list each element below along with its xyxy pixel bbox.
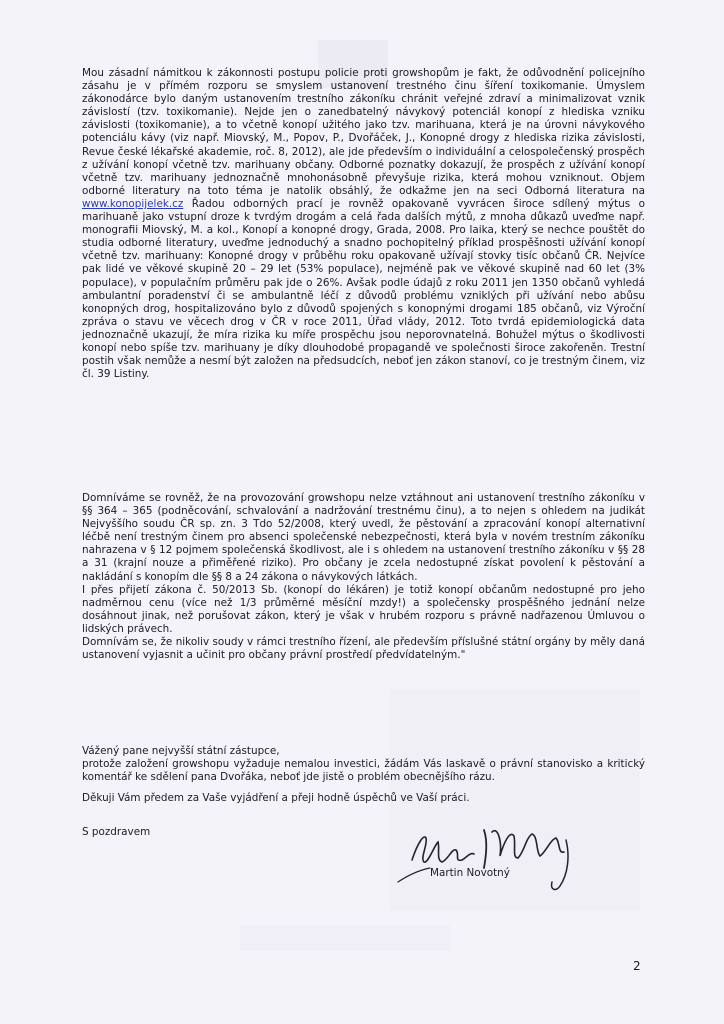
paragraph-text: Domníváme se rovněž, že na provozování growshopu nelze vztáhnout ani ustanovení trestního zákoníku v §§ 364 – 365 (podněcování, schvalování a nadržování trestnému činu), a to nejen s ohledem na judikát Nejvyššího soudu ČR sp. zn. 3 Tdo 52/2008, který uvedl, že pěstování a zpracování konopí alternativní léčbě není trestným činem pro absenci společenské nebezpečnosti, která byla v novém trestním zákoníku nahrazena v § 12 pojmem společenská škodlivost, ale i s ohledem na ustanovení trestního zákoníku v §§ 28 a 31 (krajní nouze a přiměřené riziko). Pro občany je zcela nedostupné získat povolení k pěstování a nakládání s konopím dle §§ 8 a 24 zákona o návykových látkách.	[82, 492, 645, 583]
signature-drawing	[390, 812, 590, 894]
handwritten-signature	[390, 812, 590, 894]
request-text: protože založení growshopu vyžaduje nemalou investici, žádám Vás laskavě o právní stanovisko a kritický komentář ke sdělení pana Dvořáka, neboť jde jistě o problém obecnějšího rázu.	[82, 758, 645, 784]
show-through-footer	[240, 925, 450, 951]
paragraph-text: Domnívám se, že nikoliv soudy v rámci trestního řízení, ale především příslušné státní orgány by měly daná ustanovení vyjasnit a učinit pro občany právní prostředí předvídatelným."	[82, 636, 645, 662]
paragraph-growshop-objection	[82, 67, 645, 381]
konopijelek-link[interactable]: www.konopijelek.cz	[82, 197, 184, 210]
salutation-block	[82, 745, 645, 784]
paragraph-text: I přes přijetí zákona č. 50/2013 Sb. (konopí do lékáren) je totiž konopí občanům nedostupné pro jeho nadměrnou cenu (více než 1/3 průměrné měsíční mzdy!) a společensky prospěšného jednání nelze dosáhnout jinak, než porušovat zákon, který je však v hrubém rozporu s právně nadřazenou Úmluvou o lidských právech.	[82, 583, 645, 635]
paragraph-text: Řadou odborných prací je rovněž opakovaně vyvrácen široce sdílený mýtus o marihuaně jako vstupní droze k tvrdým drogám a celá řada dalších mýtů, z mnoha důkazů uveďme např. monografii Miovský, M. a kol., Konopí a konopné drogy, Grada, 2008. Pro laika, který se nechce pouštět do studia odborné literatury, uveďme jednoduchý a snadno pochopitelný příklad prospěšnosti užívání konopí včetně tzv. marihuany: Konopné drogy v průběhu roku opakovaně užívají stovky tisíc občanů ČR. Nejvíce pak lidé ve věkové skupině 20 – 29 let (53% populace), nejméně pak ve věkové skupině nad 60 let (3% populace), v populačním průměru pak jde o 26%. Avšak podle údajů z roku 2011 jen 1350 občanů vyhledá ambulantní poradenství či se ambulantně léčí z důvodů problému vzniklých při užívání nebo abůsu konopných drog, hospitalizováno bylo z důvodů spojených s konopnými drogami 185 občanů, viz Výroční zpráva o stavu ve věcech drog v ČR v roce 2011, Úřad vlády, 2012. Toto tvrdá epidemiologická data jednoznačně ukazují, že míra rizika ku míře prospěchu jsou neporovnatelná. Bohužel mýtus o škodlivosti konopí nebo spíše tzv. marihuany je díky dlouhodobé propagandě ve společnosti široce zakořeněn. Trestní postih však nemůže a nesmí být založen na předsudcích, neboť jen zákon stanoví, co je trestným činem, viz čl. 39 Listiny.	[82, 197, 645, 381]
paragraph-text: Mou zásadní námitkou k zákonnosti postupu policie proti growshopům je fakt, že odůvodnění policejního zásahu je v přímém rozporu se smyslem ustanovení trestného činu šíření toxikomanie. Úmyslem zákonodárce bylo daným ustanovením trestního zákoníku chránit veřejné zdraví a minimalizovat vznik závislostí (tzv. toxikomanie). Nejde jen o zanedbatelný návykový potenciál konopí z hlediska vzniku závislosti (toxikomanie), a to včetně konopí užitého jako tzv. marihuana, která je na úrovni návykového potenciálu kávy (viz např. Miovský, M., Popov, P., Dvořáček, J., Konopné drogy z hlediska rizika závislosti, Revue české lékařské akademie, roč. 8, 2012), ale jde především o individuální a celospolečenský prospěch z užívání konopí včetně tzv. marihuany občany. Odborné poznatky dokazují, že prospěch z užívání konopí včetně tzv. marihuany jednoznačně mnohonásobně převyšuje rizika, která mohou vzniknout. Objem odborné literatury na toto téma je natolik obsáhlý, že odkažme jen na seci Odborná literatura na	[82, 67, 645, 197]
paragraph-legal-argument	[82, 492, 645, 662]
thanks-text: Děkuji Vám předem za Vaše vyjádření a přeji hodně úspěchů ve Vaší práci.	[82, 792, 470, 804]
signer-name: Martin Novotný	[430, 867, 510, 879]
closing-text: S pozdravem	[82, 826, 151, 838]
thanks-block	[82, 792, 645, 805]
salutation: Vážený pane nejvyšší státní zástupce,	[82, 745, 280, 757]
page-number: 2	[633, 959, 641, 973]
